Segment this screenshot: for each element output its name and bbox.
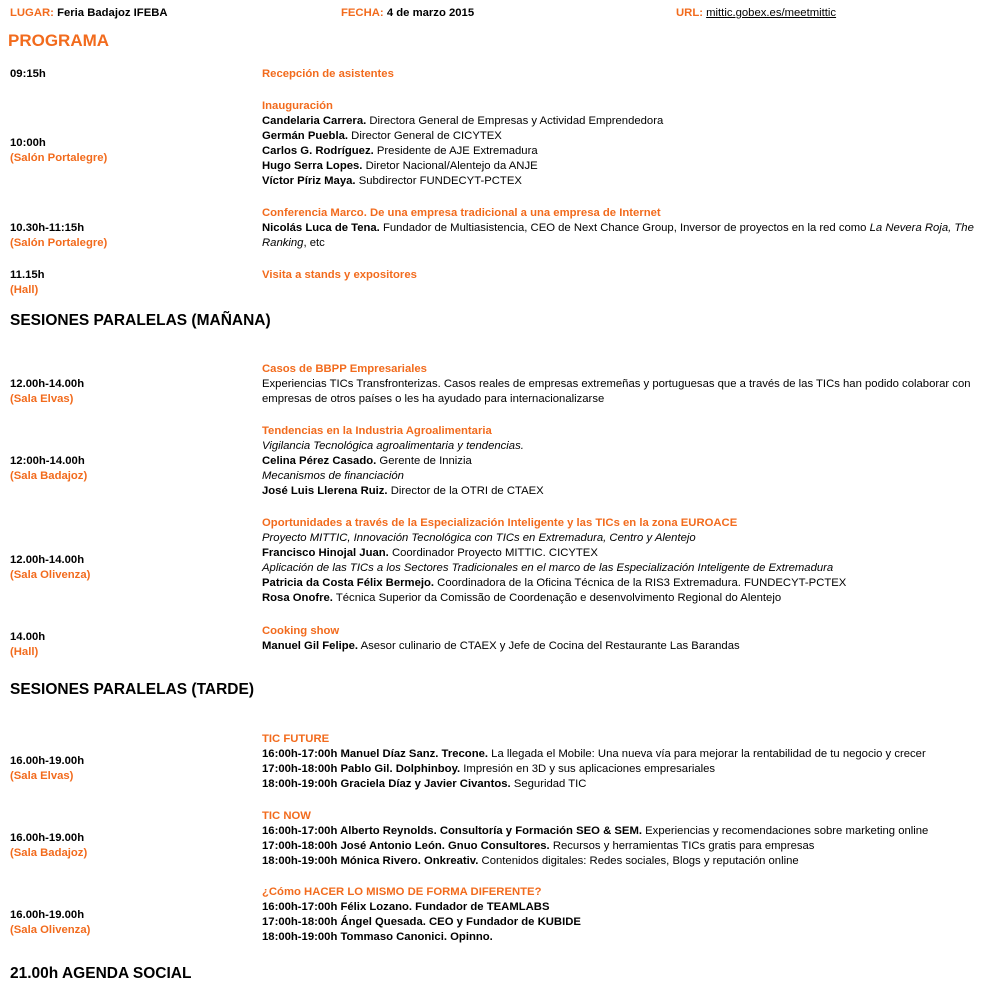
room-1030: (Salón Portalegre) xyxy=(10,237,108,249)
talk-desc: La llegada el Mobile: Una nueva vía para mejorar la rentabilidad de tu negocio y crecer xyxy=(491,748,926,760)
event-conferencia xyxy=(262,206,987,251)
speaker-line xyxy=(262,144,663,159)
talk-line xyxy=(262,824,928,839)
speaker-line xyxy=(262,639,740,654)
speaker-line xyxy=(262,159,663,174)
lugar-label: LUGAR: xyxy=(10,7,54,19)
time-1030: 10.30h-11:15h xyxy=(10,222,85,234)
talk-desc: Seguridad TIC xyxy=(513,778,587,790)
talk-speaker: 18:00h-19:00h Tommaso Canonici. Opinno. xyxy=(262,931,493,943)
speaker-line xyxy=(262,484,544,499)
talk-speaker: 16:00h-17:00h Alberto Reynolds. Consultoría y Formación SEO & SEM. xyxy=(262,825,642,837)
speaker-desc: Presidente de AJE Extremadura xyxy=(376,145,538,157)
event-title-cooking: Cooking show xyxy=(262,625,340,637)
event-title-tic-future: TIC FUTURE xyxy=(262,733,330,745)
event-title-agro: Tendencias en la Industria Agroalimentaria xyxy=(262,425,492,437)
slot-t2 xyxy=(10,831,87,861)
slot-1115 xyxy=(10,268,45,298)
event-title-tic-now: TIC NOW xyxy=(262,810,311,822)
event-title-bbpp: Casos de BBPP Empresariales xyxy=(262,363,427,375)
talk-desc: Contenidos digitales: Redes sociales, Blogs y reputación online xyxy=(481,855,799,867)
speaker-line xyxy=(262,129,663,144)
speaker-line xyxy=(262,591,846,606)
speaker-desc: Fundador de Multiasistencia, CEO de Next Chance Group, Inversor de proyectos en la red como xyxy=(382,222,867,234)
speaker-name: Víctor Píriz Maya. xyxy=(262,175,356,187)
url xyxy=(676,6,836,21)
section-agenda-social: 21.00h AGENDA SOCIAL xyxy=(10,965,192,982)
section-manana: SESIONES PARALELAS (MAÑANA) xyxy=(10,312,271,329)
speaker-name: Patricia da Costa Félix Bermejo. xyxy=(262,577,435,589)
talk-desc: Experiencias y recomendaciones sobre marketing online xyxy=(645,825,929,837)
speaker-name: Francisco Hinojal Juan. xyxy=(262,547,389,559)
talk-desc: Impresión en 3D y sus aplicaciones empresariales xyxy=(463,763,716,775)
time-m2: 12:00h-14.00h xyxy=(10,455,85,467)
talk-line xyxy=(262,762,926,777)
speaker-name: José Luis Llerena Ruiz. xyxy=(262,485,388,497)
time-t2: 16.00h-19.00h xyxy=(10,832,85,844)
event-tic-now xyxy=(262,809,928,869)
event-cooking xyxy=(262,624,740,654)
slot-m1 xyxy=(10,377,84,407)
event-agro xyxy=(262,424,544,499)
speaker-desc-end: , etc xyxy=(303,237,325,249)
talk-speaker: 17:00h-18:00h Ángel Quesada. CEO y Fundador de KUBIDE xyxy=(262,916,581,928)
section-tarde: SESIONES PARALELAS (TARDE) xyxy=(10,681,254,698)
talk-speaker: 18:00h-19:00h Graciela Díaz y Javier Civantos. xyxy=(262,778,511,790)
speaker-name: Rosa Onofre. xyxy=(262,592,333,604)
room-m4: (Hall) xyxy=(10,646,39,658)
speaker-desc: Director General de CICYTEX xyxy=(351,130,502,142)
event-tic-future xyxy=(262,732,926,792)
talk-speaker: 16:00h-17:00h Félix Lozano. Fundador de TEAMLABS xyxy=(262,901,550,913)
speaker-name: Carlos G. Rodríguez. xyxy=(262,145,374,157)
speaker-desc: Gerente de Innizia xyxy=(379,455,472,467)
talk-line xyxy=(262,777,926,792)
fecha-value: 4 de marzo 2015 xyxy=(386,7,475,19)
time-t3: 16.00h-19.00h xyxy=(10,909,85,921)
room-1000: (Salón Portalegre) xyxy=(10,152,108,164)
room-t3: (Sala Olivenza) xyxy=(10,924,91,936)
talk-line xyxy=(262,839,928,854)
speaker-name: Manuel Gil Felipe. xyxy=(262,640,359,652)
speaker-line xyxy=(262,114,663,129)
event-title-inauguracion: Inauguración xyxy=(262,100,333,112)
speaker-name: Celina Pérez Casado. xyxy=(262,455,377,467)
talk-line xyxy=(262,747,926,762)
euroace-topic-1: Proyecto MITTIC, Innovación Tecnológica con TICs en Extremadura, Centro y Alentejo xyxy=(262,532,696,544)
room-m3: (Sala Olivenza) xyxy=(10,569,91,581)
event-inauguracion xyxy=(262,99,663,189)
time-t1: 16.00h-19.00h xyxy=(10,755,85,767)
talk-line xyxy=(262,854,928,869)
speaker-desc: Asesor culinario de CTAEX y Jefe de Cocina del Restaurante Las Barandas xyxy=(360,640,740,652)
slot-1000 xyxy=(10,136,107,166)
speaker-desc: Subdirector FUNDECYT-PCTEX xyxy=(358,175,522,187)
speaker-line xyxy=(262,576,846,591)
lugar xyxy=(10,6,168,21)
slot-t1 xyxy=(10,754,84,784)
time-m4: 14.00h xyxy=(10,631,46,643)
event-title-como-hacer: ¿Cómo HACER LO MISMO DE FORMA DIFERENTE? xyxy=(262,886,542,898)
speaker-name: Candelaria Carrera. xyxy=(262,115,367,127)
time-1000: 10:00h xyxy=(10,137,46,149)
event-como-hacer xyxy=(262,885,581,945)
speaker-name: Nicolás Luca de Tena. xyxy=(262,222,380,234)
speaker-desc: Director de la OTRI de CTAEX xyxy=(390,485,544,497)
room-m1: (Sala Elvas) xyxy=(10,393,74,405)
time-1115: 11.15h xyxy=(10,269,45,281)
speaker-line xyxy=(262,174,663,189)
event-bbpp xyxy=(262,362,987,407)
room-1115: (Hall) xyxy=(10,284,39,296)
time-m1: 12.00h-14.00h xyxy=(10,378,85,390)
speaker-desc-italic: La Nevera Roja, The Ranking xyxy=(262,222,974,249)
url-label: URL: xyxy=(676,7,703,19)
lugar-value: Feria Badajoz IFEBA xyxy=(57,7,168,19)
event-desc-bbpp: Experiencias TICs Transfronterizas. Casos reales de empresas extremeñas y portuguesas que a través de las TICs han podido colaborar con empresas de otros países o les ha ayudado para internacionalizarse xyxy=(262,378,971,405)
speaker-desc: Diretor Nacional/Alentejo da ANJE xyxy=(365,160,538,172)
speaker-desc: Técnica Superior da Comissão de Coordenação e desenvolvimento Regional do Alentejo xyxy=(335,592,782,604)
event-title-conferencia: Conferencia Marco. De una empresa tradicional a una empresa de Internet xyxy=(262,207,661,219)
event-title-recepcion: Recepción de asistentes xyxy=(262,68,394,80)
slot-m2 xyxy=(10,454,87,484)
talk-desc: Recursos y herramientas TICs gratis para empresas xyxy=(552,840,815,852)
talk-speaker: 17:00h-18:00h Pablo Gil. Dolphinboy. xyxy=(262,763,461,775)
room-t2: (Sala Badajoz) xyxy=(10,847,88,859)
agro-topic-1: Vigilancia Tecnológica agroalimentaria y tendencias. xyxy=(262,440,524,452)
speaker-desc: Coordinador Proyecto MITTIC. CICYTEX xyxy=(391,547,598,559)
room-t1: (Sala Elvas) xyxy=(10,770,74,782)
speaker-desc: Coordinadora de la Oficina Técnica de la RIS3 Extremadura. FUNDECYT-PCTEX xyxy=(437,577,847,589)
event-title-euroace: Oportunidades a través de la Especialización Inteligente y las TICs en la zona EUROACE xyxy=(262,517,738,529)
agro-topic-2: Mecanismos de financiación xyxy=(262,470,404,482)
url-link[interactable]: mittic.gobex.es/meetmittic xyxy=(706,7,837,19)
room-m2: (Sala Badajoz) xyxy=(10,470,88,482)
slot-t3 xyxy=(10,908,90,938)
slot-m4 xyxy=(10,630,45,660)
talk-speaker: 16:00h-17:00h Manuel Díaz Sanz. Trecone. xyxy=(262,748,489,760)
fecha xyxy=(341,6,474,21)
speaker-line xyxy=(262,454,544,469)
talk-speaker: 17:00h-18:00h José Antonio León. Gnuo Consultores. xyxy=(262,840,550,852)
euroace-topic-2: Aplicación de las TICs a los Sectores Tradicionales en el marco de las Especialización Inteligente de Extremadura xyxy=(262,562,834,574)
time-0915: 09:15h xyxy=(10,68,46,80)
speaker-name: Hugo Serra Lopes. xyxy=(262,160,363,172)
page-title: PROGRAMA xyxy=(8,31,110,50)
fecha-label: FECHA: xyxy=(341,7,384,19)
conferencia-desc xyxy=(262,221,987,251)
speaker-line xyxy=(262,546,846,561)
slot-m3 xyxy=(10,553,90,583)
slot-1030 xyxy=(10,221,107,251)
time-m3: 12.00h-14.00h xyxy=(10,554,85,566)
talk-speaker: 18:00h-19:00h Mónica Rivero. Onkreativ. xyxy=(262,855,479,867)
event-euroace xyxy=(262,516,846,606)
speaker-name: Germán Puebla. xyxy=(262,130,349,142)
speaker-desc: Directora General de Empresas y Actividad Emprendedora xyxy=(369,115,664,127)
event-title-visita: Visita a stands y expositores xyxy=(262,269,417,281)
